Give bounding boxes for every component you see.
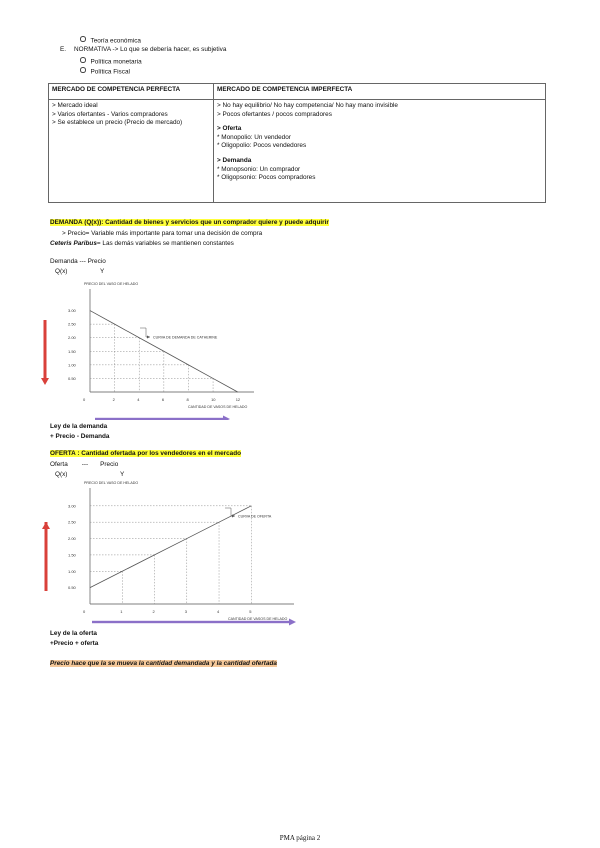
- x-tick-label: 10: [211, 397, 216, 402]
- x-tick-label: 8: [186, 397, 189, 402]
- quantity-arrow-head: [289, 619, 296, 626]
- series-line-oferta: [90, 506, 251, 588]
- y-tick-label: 3.00: [68, 503, 76, 509]
- x-tick-label: 6: [161, 397, 165, 402]
- x-tick-label: 5: [249, 609, 252, 614]
- x-tick-label: 1: [120, 609, 123, 614]
- ley-oferta-text: +Precio + oferta: [50, 640, 99, 647]
- y-tick-label: 1.50: [68, 348, 76, 354]
- oferta-qx: Q(x): [55, 471, 68, 478]
- x-tick-label: 3: [184, 609, 188, 614]
- demanda-qx: Q(x): [55, 268, 68, 275]
- curve-label: CURVA DE OFERTA: [238, 514, 272, 519]
- oferta-y: Y: [120, 471, 125, 478]
- bullet-teoria: Teoría económica: [80, 36, 141, 46]
- x-tick-label: 4: [217, 609, 220, 614]
- y-tick-label: 1.50: [68, 552, 76, 558]
- y-axis-title: PRECIO DEL VASO DE HELADO: [84, 282, 139, 286]
- circle-bullet-icon: [80, 57, 86, 63]
- demanda-precio-relation: Demanda --- Precio: [50, 258, 106, 265]
- table-header-imperfecta: MERCADO DE COMPETENCIA IMPERFECTA: [214, 84, 546, 100]
- y-tick-label: 2.50: [68, 321, 76, 327]
- conclusion: Precio hace que la se mueva la cantidad demandada y la cantidad ofertada: [50, 660, 277, 667]
- circle-bullet-icon: [80, 67, 86, 73]
- quantity-arrow-shaft: [95, 418, 224, 420]
- y-axis-title: PRECIO DEL VASO DE HELADO: [84, 481, 139, 485]
- y-tick-label: 1.00: [68, 568, 76, 574]
- curve-label-pointer: [140, 328, 150, 337]
- circle-bullet-icon: [80, 36, 86, 42]
- price-arrow-shaft: [44, 320, 47, 379]
- ley-demanda-text: + Precio - Demanda: [50, 433, 110, 440]
- x-axis-title: CANTIDAD DE VASOS DE HELADO: [228, 617, 288, 621]
- x-tick-label: 4: [137, 397, 140, 402]
- table-header-perfecta: MERCADO DE COMPETENCIA PERFECTA: [49, 84, 214, 100]
- quantity-arrow-head: [223, 416, 230, 421]
- y-tick-label: 3.00: [68, 308, 76, 314]
- curve-label: CURVA DE DEMANDA DE CATHERINE: [153, 335, 218, 340]
- table-cell-perfecta: > Mercado ideal > Varios ofertantes - Varios compradores > Se establece un precio (Precio de mercado): [49, 100, 214, 203]
- item-normativa: E. NORMATIVA -> Lo que se debería hacer, es subjetiva: [60, 46, 227, 53]
- y-tick-label: 2.00: [68, 536, 76, 542]
- demanda-definition: DEMANDA (Q(x)): Cantidad de bienes y servicios que un comprador quiere y puede adquirir: [50, 219, 329, 226]
- y-tick-label: 2.00: [68, 335, 76, 341]
- quantity-arrow-shaft: [92, 621, 290, 623]
- bullet-politica-monetaria: Política monetaria: [80, 57, 142, 67]
- table-cell-imperfecta: > No hay equilibrio/ No hay competencia/ No hay mano invisible > Pocos ofertantes / pocos compradores > Oferta * Monopolio: Un vendedor * Oligopolio: Pocos vendedores > Demanda * Monopsonio: Un comprador * Oligopsonio: Pocos compradores: [214, 100, 546, 203]
- bullet-politica-fiscal: Política Fiscal: [80, 67, 130, 77]
- x-tick-label: 0: [83, 609, 86, 614]
- page-footer: PMA página 2: [279, 834, 321, 842]
- oferta-precio-relation: Oferta --- Precio: [50, 461, 119, 468]
- price-arrow-head: [41, 378, 49, 385]
- y-tick-label: 1.00: [68, 362, 76, 368]
- demand-chart: [40, 280, 310, 420]
- y-tick-label: 2.50: [68, 519, 76, 525]
- y-tick-label: 0.50: [68, 585, 76, 591]
- price-arrow-shaft-2: [45, 528, 48, 591]
- x-tick-label: 2: [152, 609, 155, 614]
- x-tick-label: 2: [112, 397, 115, 402]
- curve-label-arrowhead: [147, 336, 150, 339]
- ley-oferta-title: Ley de la oferta: [50, 630, 97, 637]
- price-arrow-head: [42, 522, 50, 529]
- y-tick-label: 0.50: [68, 375, 76, 381]
- x-tick-label: 0: [83, 397, 86, 402]
- ley-demanda-title: Ley de la demanda: [50, 423, 108, 430]
- oferta-definition: OFERTA : Cantidad ofertada por los vendedores en el mercado: [50, 450, 242, 457]
- precio-bullet: > Precio= Variable más importante para tomar una decisión de compra: [62, 230, 263, 237]
- x-axis-title: CANTIDAD DE VASOS DE HELADO: [188, 405, 248, 409]
- x-tick-label: 12: [235, 397, 241, 402]
- demanda-y: Y: [100, 268, 105, 275]
- supply-chart: [40, 476, 310, 626]
- comparison-table: [48, 83, 546, 203]
- ceteris-paribus: Ceteris Paribus= Las demás variables se mantienen constantes: [50, 240, 234, 247]
